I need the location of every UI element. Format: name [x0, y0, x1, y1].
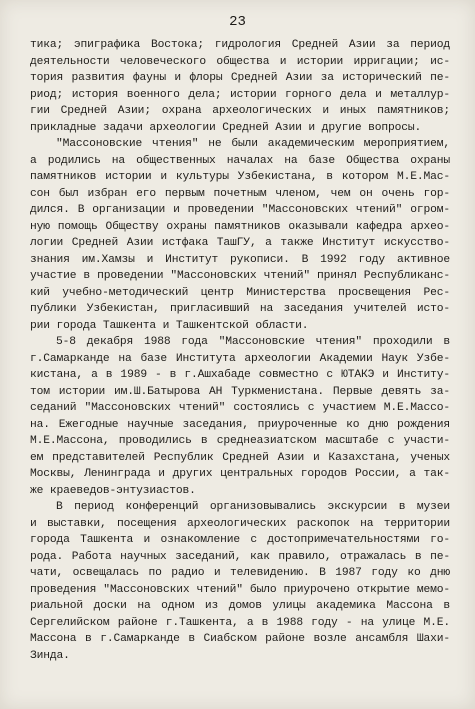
text-line: риод; история военного дела; истории горного дела и металлур-: [30, 88, 450, 101]
text-line: риальной доски на одном из домов улицы академика Массона в: [30, 600, 450, 612]
text-line: на. Ежегодные научные заседания, приуроченные ко дню рождения: [30, 418, 450, 431]
text-line: проведения "Массоновских чтений" было приурочено открытие мемо-: [30, 583, 450, 596]
text-line: Сергелийском районе г.Ташкента, а в 1988 году - на улице М.Е.: [30, 616, 450, 629]
text-line: М.Е.Массона, проводились в среднеазиатском масштабе с участи-: [30, 435, 450, 447]
text-line: г.Самарканде на базе Института археологии Академии Наук Узбе-: [30, 352, 450, 365]
text-line: том истории им.Ш.Батырова АН Туркменистана. Первые девять за-: [30, 385, 450, 398]
text-line: Массона в г.Самарканде в Сиабском районе возле ансамбля Шахи-: [30, 633, 450, 645]
page-number: 23: [229, 14, 246, 30]
text-line: участие в проведении "Массоновских чтений" принял Республиканс-: [30, 270, 450, 282]
text-line: памятников истории и культуры Узбекистана, в котором М.Е.Мас-: [30, 171, 450, 183]
body-text: [30, 37, 450, 664]
text-line: Москвы, Ленинграда и других центральных городов России, а так-: [30, 468, 450, 480]
text-line: Зинда.: [30, 649, 70, 662]
text-line: седаний "Массоновских чтений" состоялись с участием М.Е.Массо-: [30, 402, 450, 414]
text-line: рии города Ташкента и Ташкентской области.: [30, 319, 309, 332]
text-line: "Массоновские чтения" не были академическим мероприятием,: [56, 138, 450, 150]
text-line: публики Узбекистан, пригласивший на заседания учителей исто-: [30, 303, 450, 315]
text-line: деятельности человеческого общества и истории ирригации; ис-: [30, 55, 450, 68]
text-line: дился. В организации и проведении "Массоновских чтений" огром-: [30, 204, 450, 216]
text-line: города Ташкента и ознакомление с достопримечательностями го-: [30, 534, 450, 546]
text-line: прикладные задачи археологии Средней Азии и другие вопросы.: [30, 121, 422, 134]
text-line: тория развития фауны и флоры Средней Азии за исторический пе-: [30, 72, 450, 84]
text-line: ем представителей Республик Средней Азии и Казахстана, ученых: [30, 451, 450, 464]
text-line: чати, освещалась по радио и телевидению. В 1987 году ко дню: [30, 567, 450, 579]
text-line: а родились на общественных началах на базе Общества охраны: [30, 154, 450, 167]
text-line: рода. Работа научных заседаний, как правило, отражалась в пе-: [30, 550, 450, 563]
text-line: же краеведов-энтузиастов.: [30, 484, 196, 497]
text-line: тика; эпиграфика Востока; гидрология Средней Азии за период: [30, 39, 450, 51]
text-line: кий учебно-методический центр Министерства просвещения Рес-: [30, 286, 450, 299]
text-line: кистана, а в 1989 - в г.Ашхабаде совместно с ЮТАКЭ и Институ-: [30, 369, 450, 381]
text-line: знания им.Хамзы и Институт рукописи. В 1992 году активное: [30, 253, 450, 266]
text-line: 5-8 декабря 1988 года "Массоновские чтения" проходили в: [56, 336, 450, 348]
text-line: сон был избран его первым почетным членом, чем он очень гор-: [30, 187, 450, 200]
text-line: и выставки, посещения археологических раскопок на территории: [30, 517, 450, 530]
text-line: гии Средней Азии; охрана археологических и иных памятников;: [30, 105, 450, 117]
text-line: ную помощь Обществу охраны памятников оказывали кафедра архео-: [30, 220, 450, 233]
text-line: В период конференций организовывались экскурсии в музеи: [56, 501, 450, 513]
text-line: логии Средней Азии истфака ТашГУ, а также Институт искусство-: [30, 237, 450, 249]
